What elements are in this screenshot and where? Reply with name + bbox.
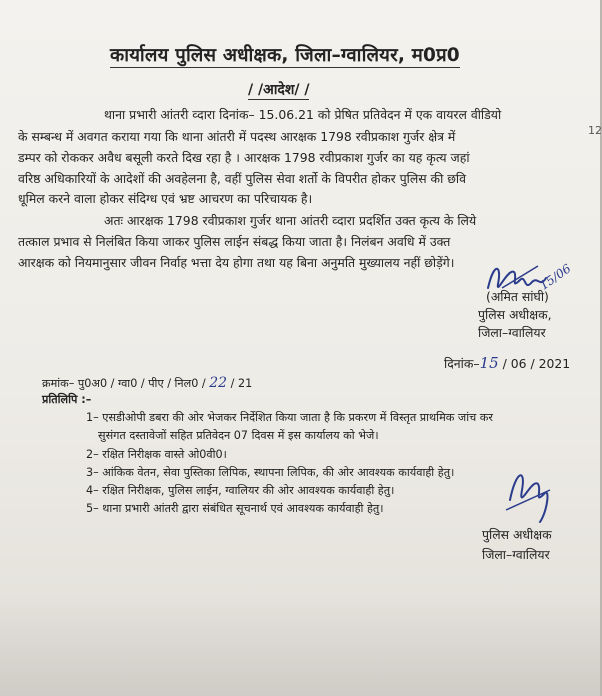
order-heading: / /आदेश/ / (248, 82, 310, 98)
signature-2-designation: पुलिस अधीक्षक (482, 527, 552, 542)
edge-fragment: 12 (588, 124, 602, 137)
signature-1-date: 15/06 (537, 261, 574, 293)
copy-item-1: 1– एसडीओपी डबरा की ओर भेजकर निर्देशित किया जाता है कि प्रकरण में विस्तृत प्राथमिक जांच कर (86, 411, 493, 424)
copy-item-2: 2– रक्षित निरीक्षक वास्ते ओ0वी0। (86, 448, 227, 461)
memo-number: क्रमांक– पु0अ0 / ग्वा0 / पीए / निल0 / 22 / 21 (42, 375, 253, 391)
signatory-name: (अमित सांघी) (486, 289, 549, 304)
para2-line1: अतः आरक्षक 1798 रवीप्रकाश गुर्जर थाना आंतरी व्दारा प्रदर्शित उक्त कृत्य के लिये (104, 213, 477, 228)
copy-to-label: प्रतिलिपि :– (42, 393, 92, 406)
para1-line3: डम्पर को रोककर अवैध बसूली करते दिख रहा है । आरक्षक 1798 रवीप्रकाश गुर्जर का यह कृत्य जहां (18, 150, 470, 165)
memo-date: दिनांक–15 / 06 / 2021 (444, 354, 571, 372)
para1-line4: वरिष्ठ अधिकारियों के आदेशों की अवहेलना है, वहीं पुलिस सेवा शर्तो के विपरीत होकर पुलिस की छवि (18, 171, 467, 186)
copy-item-4: 4– रक्षित निरीक्षक, पुलिस लाईन, ग्वालियर की ओर आवश्यक कार्यवाही हेतु। (86, 484, 395, 497)
copy-item-5: 5– थाना प्रभारी आंतरी द्वारा संबंधित सूचनार्थ एवं आवश्यक कार्यवाही हेतु। (86, 502, 384, 515)
signature-2-image (500, 460, 560, 530)
para1-line1: थाना प्रभारी आंतरी व्दारा दिनांक– 15.06.21 को प्रेषित प्रतिवेदन में एक वायरल वीडियो (104, 107, 502, 122)
signatory-designation: पुलिस अधीक्षक, (478, 307, 552, 322)
signatory-district: जिला–ग्वालियर (478, 325, 546, 340)
copy-item-1-cont: सुसंगत दस्तावेजों सहित प्रतिवेदन 07 दिवस में इस कार्यालय को भेजे। (98, 429, 379, 442)
para2-line3: आरक्षक को नियमानुसार जीवन निर्वाह भत्ता देय होगा तथा यह बिना अनुमति मुख्यालय नहीं छोड़ेंगे। (18, 255, 455, 270)
para1-line2: के सम्बन्ध में अवगत कराया गया कि थाना आंतरी में पदस्थ आरक्षक 1798 रवीप्रकाश गुर्जर क्षेत्र में (18, 129, 456, 144)
signature-2-district: जिला–ग्वालियर (482, 547, 550, 562)
para2-line2: तत्काल प्रभाव से निलंबित किया जाकर पुलिस लाईन संबद्ध किया जाता है। निलंबन अवधि में उक्त (18, 234, 451, 249)
copy-item-3: 3– आंकिक वेतन, सेवा पुस्तिका लिपिक, स्थापना लिपिक, की ओर आवश्यक कार्यवाही हेतु। (86, 466, 455, 479)
para1-line5: धूमिल करने वाला होकर संदिग्ध एवं भ्रष्ट आचरण का परिचायक है। (18, 191, 313, 206)
office-title: कार्यालय पुलिस अधीक्षक, जिला–ग्वालियर, म0प्र0 (110, 45, 460, 66)
